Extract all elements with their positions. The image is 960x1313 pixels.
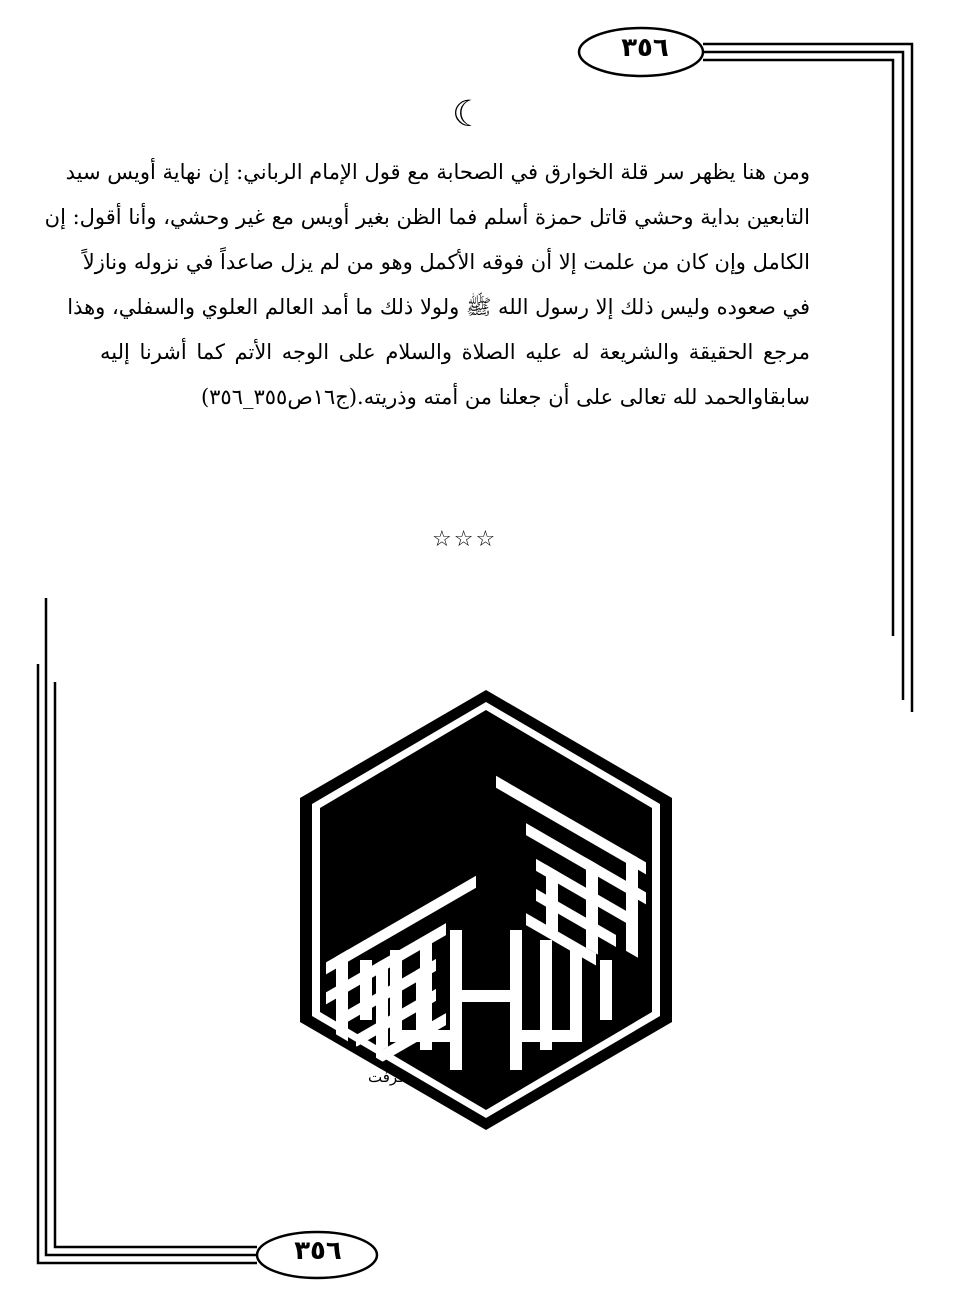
text-line: التابعين بداية وحشي قاتل حمزة أسلم فما الظن بغير أويس مع غير وحشي، وأنا أقول: إن bbox=[44, 205, 810, 229]
text-line: ومن هنا يظهر سر قلة الخوارق في الصحابة مع قول الإمام الرباني: إن نهاية أويس سيد bbox=[65, 160, 810, 184]
text-line: سابقاوالحمد لله تعالى على أن جعلنا من أمته وذريته.(ج١٦ص٣٥٥_٣٥٦) bbox=[200, 385, 810, 409]
artist-signature: كرفت bbox=[368, 1068, 406, 1086]
body-text bbox=[44, 150, 810, 420]
stars-divider: ☆☆☆ bbox=[432, 527, 498, 552]
page-number-top: ٣٥٦ bbox=[621, 33, 669, 63]
crescent-icon: ☾ bbox=[452, 94, 485, 135]
text-line: مرجع الحقيقة والشريعة له عليه الصلاة والسلام على الوجه الأتم كما أشرنا إليه bbox=[100, 340, 810, 364]
kufic-calligraphy-icon bbox=[300, 690, 672, 1130]
text-line: الكامل وإن كان من علمت إلا أن فوقه الأكمل وهو من لم يزل صاعداً في نزوله ونازلاً bbox=[82, 250, 810, 274]
text-line: في صعوده وليس ذلك إلا رسول الله ﷺ ولولا ذلك ما أمد العالم العلوي والسفلي، وهذا bbox=[67, 295, 810, 319]
page-number-bottom: ٣٥٦ bbox=[294, 1236, 342, 1266]
